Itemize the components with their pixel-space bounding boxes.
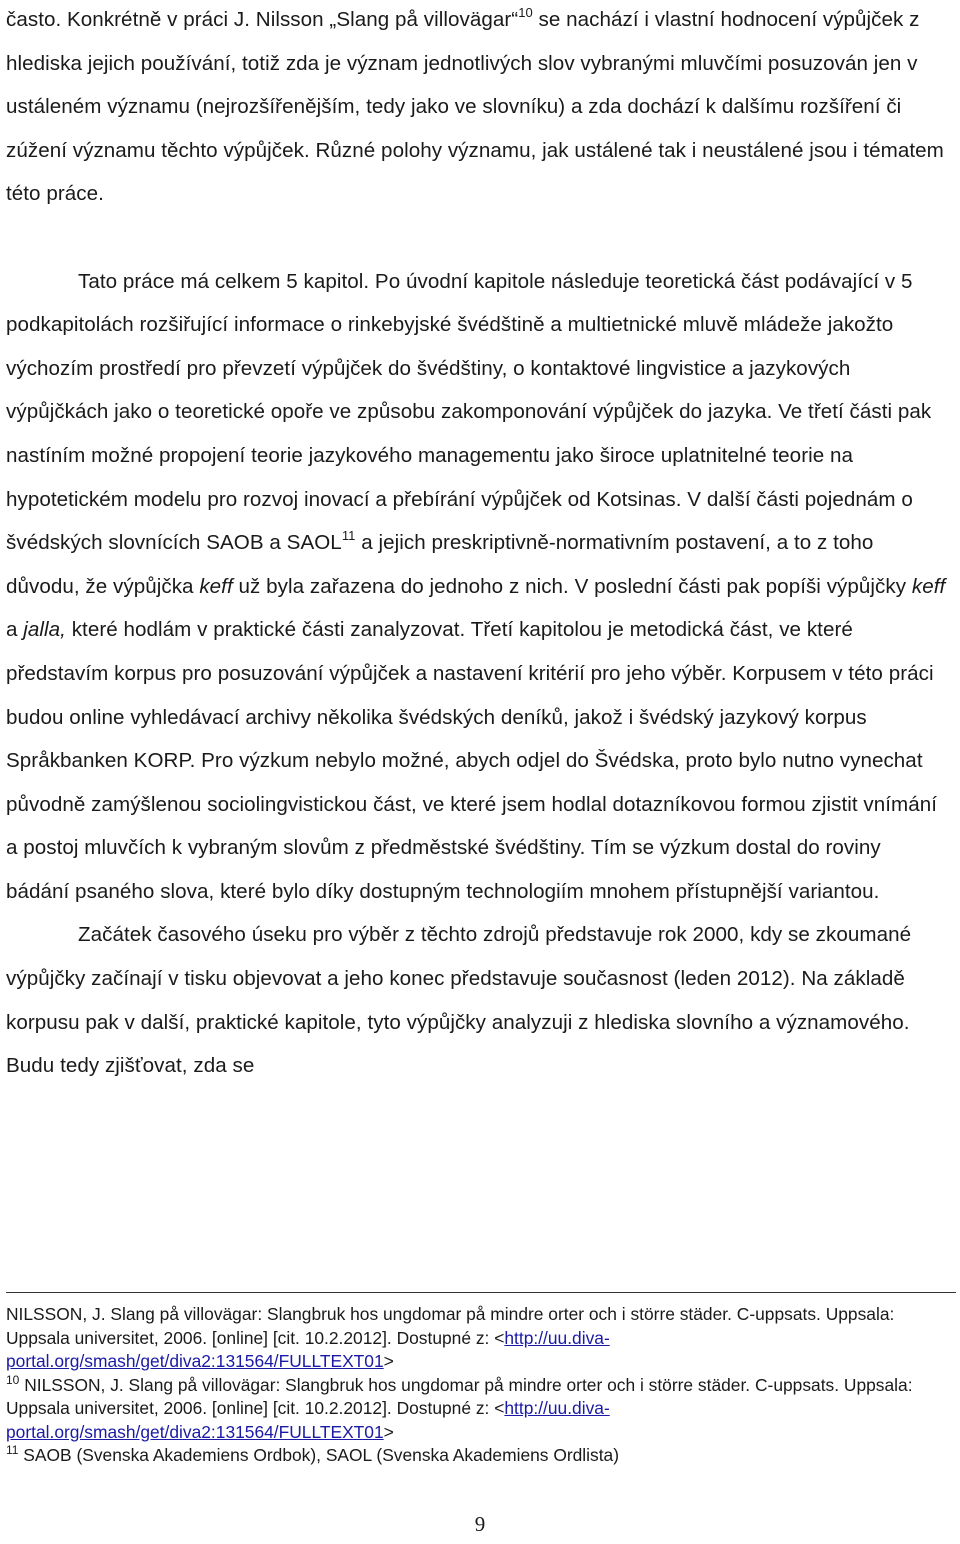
footnote-marker-10: 10 bbox=[6, 1372, 20, 1387]
page-number: 9 bbox=[474, 1512, 486, 1536]
footnote-ref-10[interactable]: 10 bbox=[518, 5, 533, 20]
paragraph-2: Tato práce má celkem 5 kapitol. Po úvodní kapitole následuje teoretická část podávající v 5 podkapitolách rozšiřující informace o rinkebyjské švédštině a multietnické mluvě mládeže jakožto výchozím prostředí pro převzetí výpůjček do švédštiny, o kontaktové lingvistice a jazykových výpůjčkách jako o teoretické opoře ve způsobu zakomponování výpůjček do jazyka. Ve třetí části pak nastíním možné propojení teorie jazykového managementu jako široce uplatnitelné teorie na hypotetickém modelu pro rozvoj inovací a přebírání výpůjček od Kotsinas. V další části pojednám o švédských slovnících SAOB a SAOL$^{11}$ a jejich preskriptivně-normativním postavení, a to z toho důvodu, že výpůjčka keff už byla zařazena do jednoho z nich. V poslední části pak popíši výpůjčky keff a jalla, které hodlám v praktické části zanalyzovat. Třetí kapitolou je metodická část, ve které představím korpus pro posuzování výpůjček a nastavení kritérií pro jeho výběr. Korpusem v této práci budou online vyhledávací archivy několika švédských deníků, jakož i švédský jazykový korpus Språkbanken KORP. Pro výzkum nebylo možné, abych odjel do Švédska, proto bylo nutno vynechat původně zamýšlenou sociolingvistickou část, ve které jsem hodlal dotazníkovou formou zjistit vnímání a postoj mluvčích k vybraným slovům z předměstské švédštiny. Tím se výzkum dostal do roviny bádání psaného slova, které bylo díky dostupným technologiím mnohem přístupnější variantou. bbox=[6, 269, 946, 903]
footnote-9-link[interactable]: http://uu.diva-portal.org/smash/get/diva2:131564/FULLTEXT01 bbox=[6, 1327, 610, 1371]
footnote-11: $^{11}$ SAOB (Svenska Akademiens Ordbok), SAOL (Svenska Akademiens Ordlista) bbox=[6, 1443, 620, 1465]
term-jalla: jalla, bbox=[23, 618, 66, 642]
footnote-ref-11[interactable]: 11 bbox=[341, 528, 356, 544]
footnote-10: $^{10}$ NILSSON, J. Slang på villovägar: Slangbruk hos ungdomar på mindre orter och i större städer. C-uppsats. Uppsala: Uppsala universitet, 2006. [online] [cit. 10.2.2012]. Dostupné z: <http://uu.diva-portal.org/smash/get/diva2:131564/FULLTEXT01> bbox=[6, 1372, 913, 1442]
footnote-separator bbox=[6, 1292, 956, 1293]
footnotes bbox=[6, 1303, 946, 1468]
paragraph-3: Začátek časového úseku pro výběr z těchto zdrojů představuje rok 2000, kdy se zkoumané výpůjčky začínají v tisku objevovat a jeho konec představuje současnost (leden 2012). Na základě korpusu pak v další, praktické kapitole, tyto výpůjčky analyzuji z hlediska slovního a významového. Budu tedy zjišťovat, zda se bbox=[6, 923, 912, 1078]
term-keff: keff bbox=[911, 574, 946, 598]
paragraph-1: často. Konkrétně v práci J. Nilsson „Slang på villovägar“$^{10}$ se nachází i vlastní hodnocení výpůjček z hlediska jejich používání, totiž zda je význam jednotlivých slov vybranými mluvčími posuzován jen v ustáleném významu (nejrozšířenějším, tedy jako ve slovníku) a zda dochází k dalšímu rozšíření či zúžení významu těchto výpůjček. Různé polohy významu, jak ustálené tak i neustálené jsou i tématem této práce. bbox=[6, 5, 944, 206]
term-keff: keff bbox=[199, 574, 233, 598]
paragraph-spacer bbox=[6, 216, 946, 260]
footnote-9: NILSSON, J. Slang på villovägar: Slangbruk hos ungdomar på mindre orter och i större städer. C-uppsats. Uppsala: Uppsala universitet, 2006. [online] [cit. 10.2.2012]. Dostupné z: <http://uu.diva-portal.org/smash/get/diva2:131564/FULLTEXT01> bbox=[6, 1304, 895, 1371]
footnote-marker-11: 11 bbox=[6, 1443, 19, 1457]
body-text bbox=[6, 0, 946, 1088]
footnote-10-link[interactable]: http://uu.diva-portal.org/smash/get/diva2:131564/FULLTEXT01 bbox=[6, 1398, 610, 1442]
